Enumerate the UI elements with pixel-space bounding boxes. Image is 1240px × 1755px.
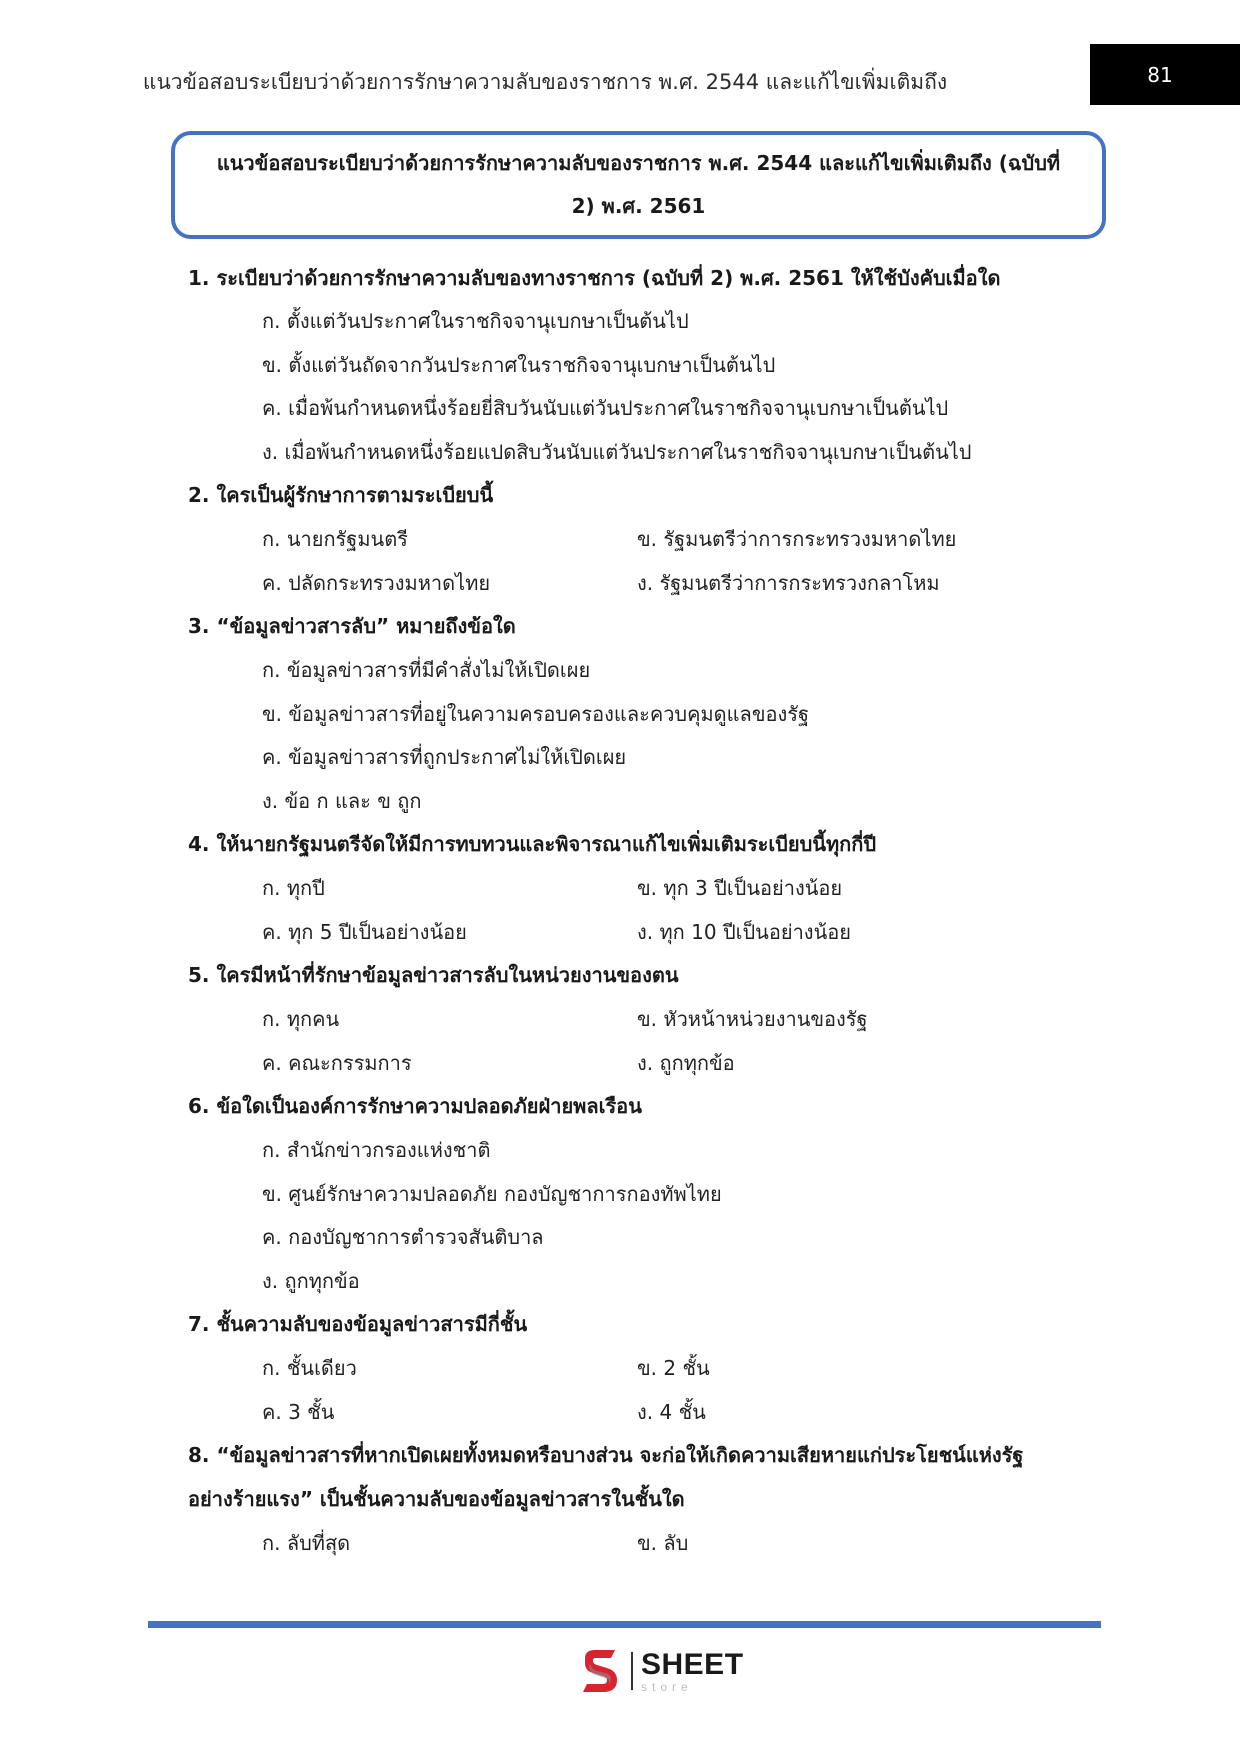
q6-option-c: ค. กองบัญชาการตำรวจสันติบาล	[262, 1225, 544, 1249]
question-8: 8. “ข้อมูลข่าวสารที่หากเปิดเผยทั้งหมดหรือบางส่วน จะก่อให้เกิดความเสียหายแก่ประโยชน์แห่งรัฐ	[188, 1443, 1024, 1467]
page-number: 81	[1090, 44, 1240, 105]
question-5: 5. ใครมีหน้าที่รักษาข้อมูลข่าวสารลับในหน่วยงานของตน	[188, 963, 679, 987]
q3-option-c: ค. ข้อมูลข่าวสารที่ถูกประกาศไม่ให้เปิดเผย	[262, 745, 627, 769]
q4-option-c: ค. ทุก 5 ปีเป็นอย่างน้อย	[262, 920, 467, 944]
title-line-1: แนวข้อสอบระเบียบว่าด้วยการรักษาความลับของราชการ พ.ศ. 2544 และแก้ไขเพิ่มเติมถึง (ฉบับที่	[216, 151, 1061, 175]
q7-option-a: ก. ชั้นเดียว	[262, 1356, 357, 1380]
q4-option-b: ข. ทุก 3 ปีเป็นอย่างน้อย	[637, 876, 843, 900]
q6-option-a: ก. สำนักข่าวกรองแห่งชาติ	[262, 1138, 491, 1162]
q1-option-c: ค. เมื่อพ้นกำหนดหนึ่งร้อยยี่สิบวันนับแต่วันประกาศในราชกิจจานุเบกษาเป็นต้นไป	[262, 396, 949, 420]
q3-option-d: ง. ข้อ ก และ ข ถูก	[262, 789, 422, 813]
q6-option-b: ข. ศูนย์รักษาความปลอดภัย กองบัญชาการกองทัพไทย	[262, 1182, 722, 1206]
title-box	[171, 131, 1106, 239]
q1-option-a: ก. ตั้งแต่วันประกาศในราชกิจจานุเบกษาเป็นต้นไป	[262, 309, 689, 333]
question-7: 7. ชั้นความลับของข้อมูลข่าวสารมีกี่ชั้น	[188, 1312, 528, 1336]
logo-separator	[631, 1652, 633, 1690]
footer-rule	[148, 1621, 1101, 1628]
q1-option-b: ข. ตั้งแต่วันถัดจากวันประกาศในราชกิจจานุเบกษาเป็นต้นไป	[262, 353, 776, 377]
question-6: 6. ข้อใดเป็นองค์การรักษาความปลอดภัยฝ่ายพลเรือน	[188, 1094, 642, 1118]
question-8-line-2: อย่างร้ายแรง” เป็นชั้นความลับของข้อมูลข่าวสารในชั้นใด	[188, 1487, 685, 1511]
q7-option-c: ค. 3 ชั้น	[262, 1400, 335, 1424]
q4-option-a: ก. ทุกปี	[262, 876, 325, 900]
logo-wordmark: SHEET	[641, 1647, 744, 1681]
q8-option-b: ข. ลับ	[637, 1531, 689, 1555]
running-header: แนวข้อสอบระเบียบว่าด้วยการรักษาความลับของราชการ พ.ศ. 2544 และแก้ไขเพิ่มเติมถึง	[142, 70, 948, 94]
q6-option-d: ง. ถูกทุกข้อ	[262, 1269, 360, 1293]
question-2: 2. ใครเป็นผู้รักษาการตามระเบียบนี้	[188, 483, 494, 507]
logo-subtext: store	[641, 1679, 693, 1694]
q2-option-d: ง. รัฐมนตรีว่าการกระทรวงกลาโหม	[637, 571, 940, 595]
q5-option-d: ง. ถูกทุกข้อ	[637, 1051, 735, 1075]
q5-option-c: ค. คณะกรรมการ	[262, 1051, 412, 1075]
q4-option-d: ง. ทุก 10 ปีเป็นอย่างน้อย	[637, 920, 851, 944]
q2-option-b: ข. รัฐมนตรีว่าการกระทรวงมหาดไทย	[637, 527, 957, 551]
title-line-2: 2) พ.ศ. 2561	[571, 194, 706, 218]
question-3: 3. “ข้อมูลข่าวสารลับ” หมายถึงข้อใด	[188, 614, 516, 638]
q3-option-b: ข. ข้อมูลข่าวสารที่อยู่ในความครอบครองและควบคุมดูแลของรัฐ	[262, 702, 810, 726]
q2-option-c: ค. ปลัดกระทรวงมหาดไทย	[262, 571, 491, 595]
q7-option-b: ข. 2 ชั้น	[637, 1356, 710, 1380]
q7-option-d: ง. 4 ชั้น	[637, 1400, 706, 1424]
q3-option-a: ก. ข้อมูลข่าวสารที่มีคำสั่งไม่ให้เปิดเผย	[262, 658, 591, 682]
question-4: 4. ให้นายกรัฐมนตรีจัดให้มีการทบทวนและพิจารณาแก้ไขเพิ่มเติมระเบียบนี้ทุกกี่ปี	[188, 832, 877, 856]
q5-option-a: ก. ทุกคน	[262, 1007, 340, 1031]
question-1: 1. ระเบียบว่าด้วยการรักษาความลับของทางราชการ (ฉบับที่ 2) พ.ศ. 2561 ให้ใช้บังคับเมื่อใด	[188, 266, 1001, 290]
q5-option-b: ข. หัวหน้าหน่วยงานของรัฐ	[637, 1007, 868, 1031]
sheet-s-logo-icon	[575, 1646, 625, 1696]
q2-option-a: ก. นายกรัฐมนตรี	[262, 527, 408, 551]
q1-option-d: ง. เมื่อพ้นกำหนดหนึ่งร้อยแปดสิบวันนับแต่วันประกาศในราชกิจจานุเบกษาเป็นต้นไป	[262, 440, 972, 464]
q8-option-a: ก. ลับที่สุด	[262, 1531, 351, 1555]
sheet-store-logo	[575, 1646, 744, 1696]
